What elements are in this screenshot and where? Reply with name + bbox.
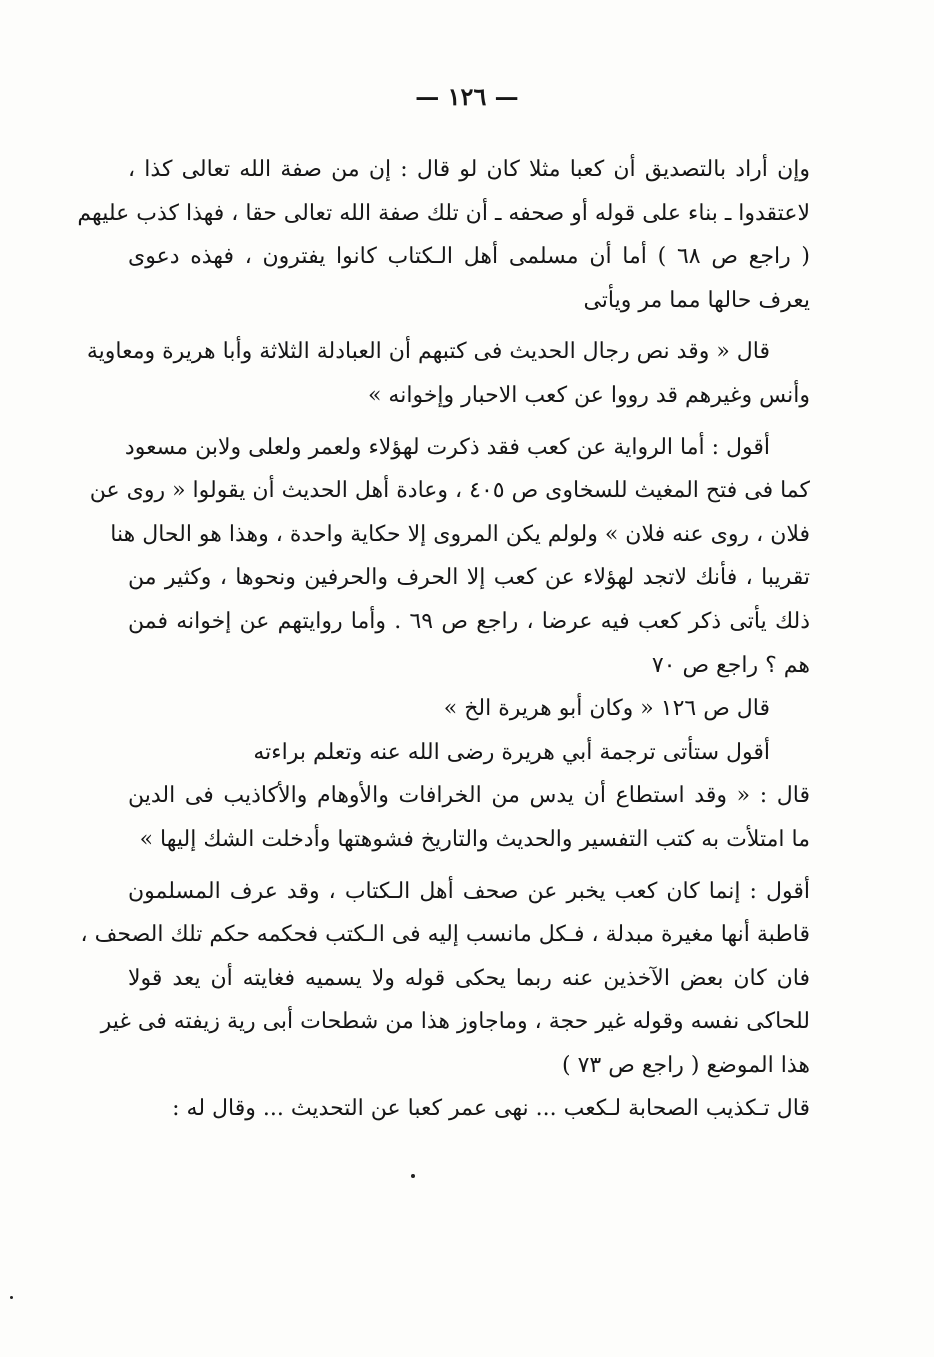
text-line: فلان ، روى عنه فلان » ولولم يكن المروى إلا حكاية واحدة ، وهذا هو الحال هنا [110, 521, 810, 547]
text-line: وإن أراد بالتصديق أن كعبا مثلا كان لو قال : إن من صفة الله تعالى كذا ، [128, 157, 810, 182]
body-text [77, 148, 810, 1131]
paragraph [86, 330, 810, 417]
text-line: قال تـكذيب الصحابة لـكعب ... نهى عمر كعبا عن التحديث ... وقال له : [172, 1096, 810, 1122]
text-line: يعرف حالها مما مر ويأتى [583, 287, 810, 313]
paragraph [77, 148, 810, 322]
paragraph [89, 426, 810, 688]
text-line: وأنس وغيرهم قد رووا عن كعب الاحبار وإخوانه » [367, 382, 810, 408]
paragraph [128, 687, 810, 731]
text-line: قال : « وقد استطاع أن يدس من الخرافات والأوهام والأكاذيب فى الدين [128, 783, 810, 809]
text-line: كما فى فتح المغيث للسخاوى ص ٤٠٥ ، وعادة أهل الحديث أن يقولوا « روى عن [89, 478, 810, 504]
text-line: للحاكى نفسه وقوله غير حجة ، وماجاوز هذا من شطحات أبى رية زيفته فى غير [100, 1009, 810, 1035]
paragraph [128, 774, 810, 861]
text-line: فان كان بعض الآخذين عنه ربما يحكى قوله ولا يسميه فغايته أن يعد قولا [128, 965, 810, 991]
text-line: ذلك يأتى ذكر كعب فيه عرضا ، راجع ص ٦٩ . وأما روايتهم عن إخوانه فمن [128, 608, 810, 634]
text-line: قال « وقد نص رجال الحديث فى كتبهم أن العبادلة الثلاثة وأبا هريرة ومعاوية [86, 339, 770, 365]
text-line: هذا الموضع ( راجع ص ٧٣ ) [562, 1052, 810, 1078]
text-line: تقريبا ، فأنك لاتجد لهؤلاء عن كعب إلا الحرف والحرفين ونحوها ، وكثير من [128, 565, 810, 591]
paragraph [80, 870, 810, 1088]
paragraph [128, 731, 810, 775]
text-line: ( راجع ص ٦٨ ) أما أن مسلمى أهل الـكتاب كانوا يفترون ، فهذه دعوى [128, 244, 810, 270]
text-line: أقول : أما الرواية عن كعب فقد ذكرت لهؤلاء ولعمر ولعلى ولابن مسعود [124, 434, 770, 460]
text-line: أقول : إنما كان كعب يخبر عن صحف أهل الـكتاب ، وقد عرف المسلمون [128, 878, 810, 904]
paragraph [128, 1087, 810, 1131]
page-number: — ١٢٦ — [415, 82, 519, 111]
text-line: قال ص ١٢٦ « وكان أبو هريرة الخ » [443, 696, 770, 722]
text-line: لاعتقدوا ـ بناء على قوله أو صحفه ـ أن تلك صفة الله تعالى حقا ، فهذا كذب عليهم [77, 200, 810, 226]
text-line: أقول ستأتى ترجمة أبي هريرة رضى الله عنه وتعلم براءته [253, 739, 770, 765]
text-line: هم ؟ راجع ص ٧٠ [651, 652, 810, 678]
text-line: ما امتلأت به كتب التفسير والحديث والتاريخ فشوهتها وأدخلت الشك إليها » [139, 826, 810, 852]
ink-speck [411, 1174, 415, 1178]
text-line: قاطبة أنها مغيرة مبدلة ، فـكل مانسب إليه فى الـكتب فحكمه حكم تلك الصحف ، [80, 922, 810, 948]
ink-speck [10, 1296, 13, 1299]
